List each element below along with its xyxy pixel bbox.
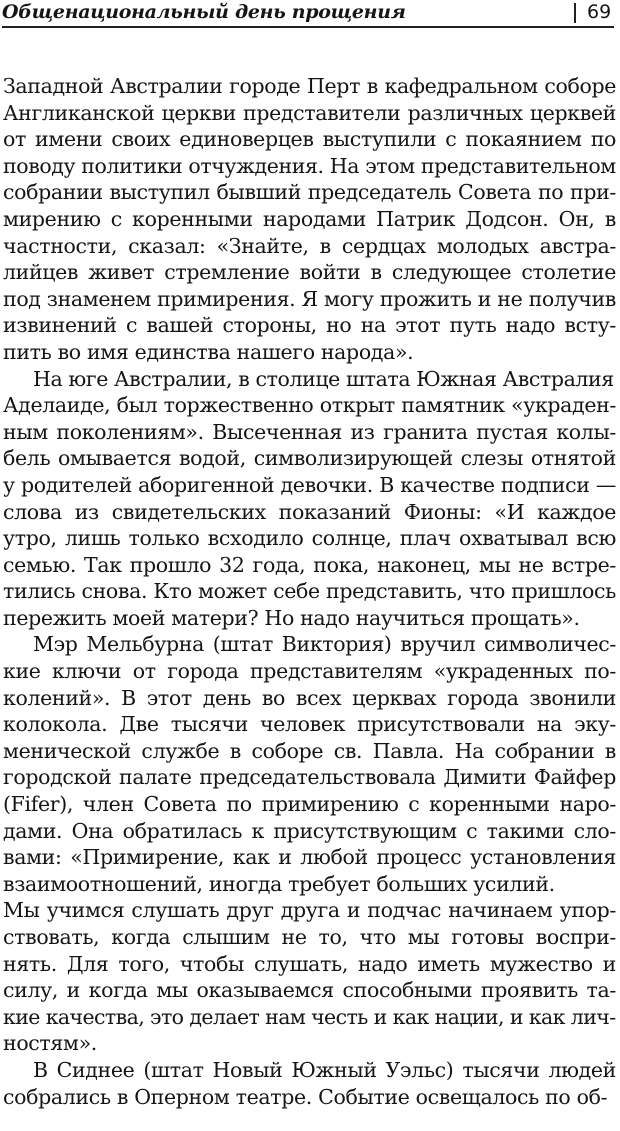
text-line: Западной Австралии городе Перт в кафедральном соборе bbox=[3, 74, 616, 98]
text-line: от имени своих единоверцев выступили с покаянием по bbox=[3, 127, 616, 152]
running-title: Общенациональный день прощения bbox=[2, 1, 406, 23]
text-line: тились снова. Кто может себе представить, что пришлось bbox=[3, 579, 616, 604]
text-line: Англиканской церкви представители различных церквей bbox=[3, 100, 616, 125]
text-line: (Fifer), член Совета по примирению с коренными наро- bbox=[3, 792, 616, 817]
paragraph-first-line: Мэр Мельбурна (штат Виктория) вручил символичес- bbox=[33, 632, 616, 657]
text-line: взаимоотношений, иногда требует больших усилий. bbox=[3, 871, 555, 896]
text-line: мирению с коренными народами Патрик Додсон. Он, в bbox=[3, 206, 616, 231]
text-line: ным поколениям». Высеченная из гранита пустая колы- bbox=[3, 419, 616, 444]
text-line: ствовать, когда слышим не то, что мы готовы воспри- bbox=[3, 925, 616, 949]
text-line: менической службе в соборе св. Павла. На собрании в bbox=[3, 738, 616, 763]
text-line: собрались в Оперном театре. Событие освещалось по об- bbox=[3, 1084, 608, 1109]
paragraph-first-line: В Сиднее (штат Новый Южный Уэльс) тысячи людей bbox=[33, 1057, 616, 1082]
text-line: дами. Она обратилась к присутствующим с такими сло- bbox=[3, 818, 616, 843]
body-text bbox=[0, 73, 620, 1110]
text-line: Аделаиде, был торжественно открыт памятник «украден- bbox=[3, 393, 616, 418]
text-line: бель омывается водой, символизирующей слезы отнятой bbox=[3, 446, 616, 471]
text-line: городской палате председательствовала Димити Файфер bbox=[3, 765, 616, 790]
text-line: пить во имя единства нашего народа». bbox=[3, 339, 414, 364]
text-line: Мы учимся слушать друг друга и подчас начинаем упор- bbox=[3, 898, 616, 923]
text-line: слова из свидетельских показаний Фионы: «И каждое bbox=[3, 499, 616, 524]
text-line: колений». В этот день во всех церквах города звонили bbox=[3, 685, 616, 710]
text-line: ностям». bbox=[3, 1031, 97, 1056]
header-divider bbox=[574, 3, 576, 23]
text-line: пережить моей матери? Но надо научиться прощать». bbox=[3, 605, 580, 630]
text-line: собрании выступил бывший председатель Совета по при- bbox=[3, 180, 616, 205]
text-line: у родителей аборигенной девочки. В качестве подписи — bbox=[3, 472, 616, 497]
text-line: частности, сказал: «Знайте, в сердцах молодых австра- bbox=[3, 233, 616, 258]
text-line: под знаменем примирения. Я могу прожить и не получив bbox=[3, 286, 616, 311]
text-line: кие качества, это делает нам честь и как нации, и как лич- bbox=[3, 1004, 616, 1029]
paragraph-first-line: На юге Австралии, в столице штата Южная Австралия bbox=[33, 366, 614, 391]
text-line: извинений с вашей стороны, но на этот путь надо всту- bbox=[3, 313, 616, 338]
text-line: лийцев живет стремление войти в следующее столетие bbox=[3, 260, 616, 285]
text-line: кие ключи от города представителям «украденных по- bbox=[3, 659, 616, 684]
text-line: утро, лишь только всходило солнце, плач охватывал всю bbox=[3, 526, 616, 551]
text-line: силу, и когда мы оказываемся способными проявить та- bbox=[3, 978, 616, 1003]
text-line: колокола. Две тысячи человек присутствовали на эку- bbox=[3, 712, 616, 737]
text-line: семью. Так прошло 32 года, пока, наконец, мы не встре- bbox=[3, 552, 616, 577]
text-line: вами: «Примирение, как и любой процесс установления bbox=[3, 845, 616, 870]
text-line: нять. Для того, чтобы слушать, надо иметь мужество и bbox=[3, 951, 616, 976]
page-number: 69 bbox=[587, 1, 612, 23]
running-header bbox=[2, 0, 614, 28]
text-line: поводу политики отчуждения. На этом представительном bbox=[3, 153, 616, 178]
